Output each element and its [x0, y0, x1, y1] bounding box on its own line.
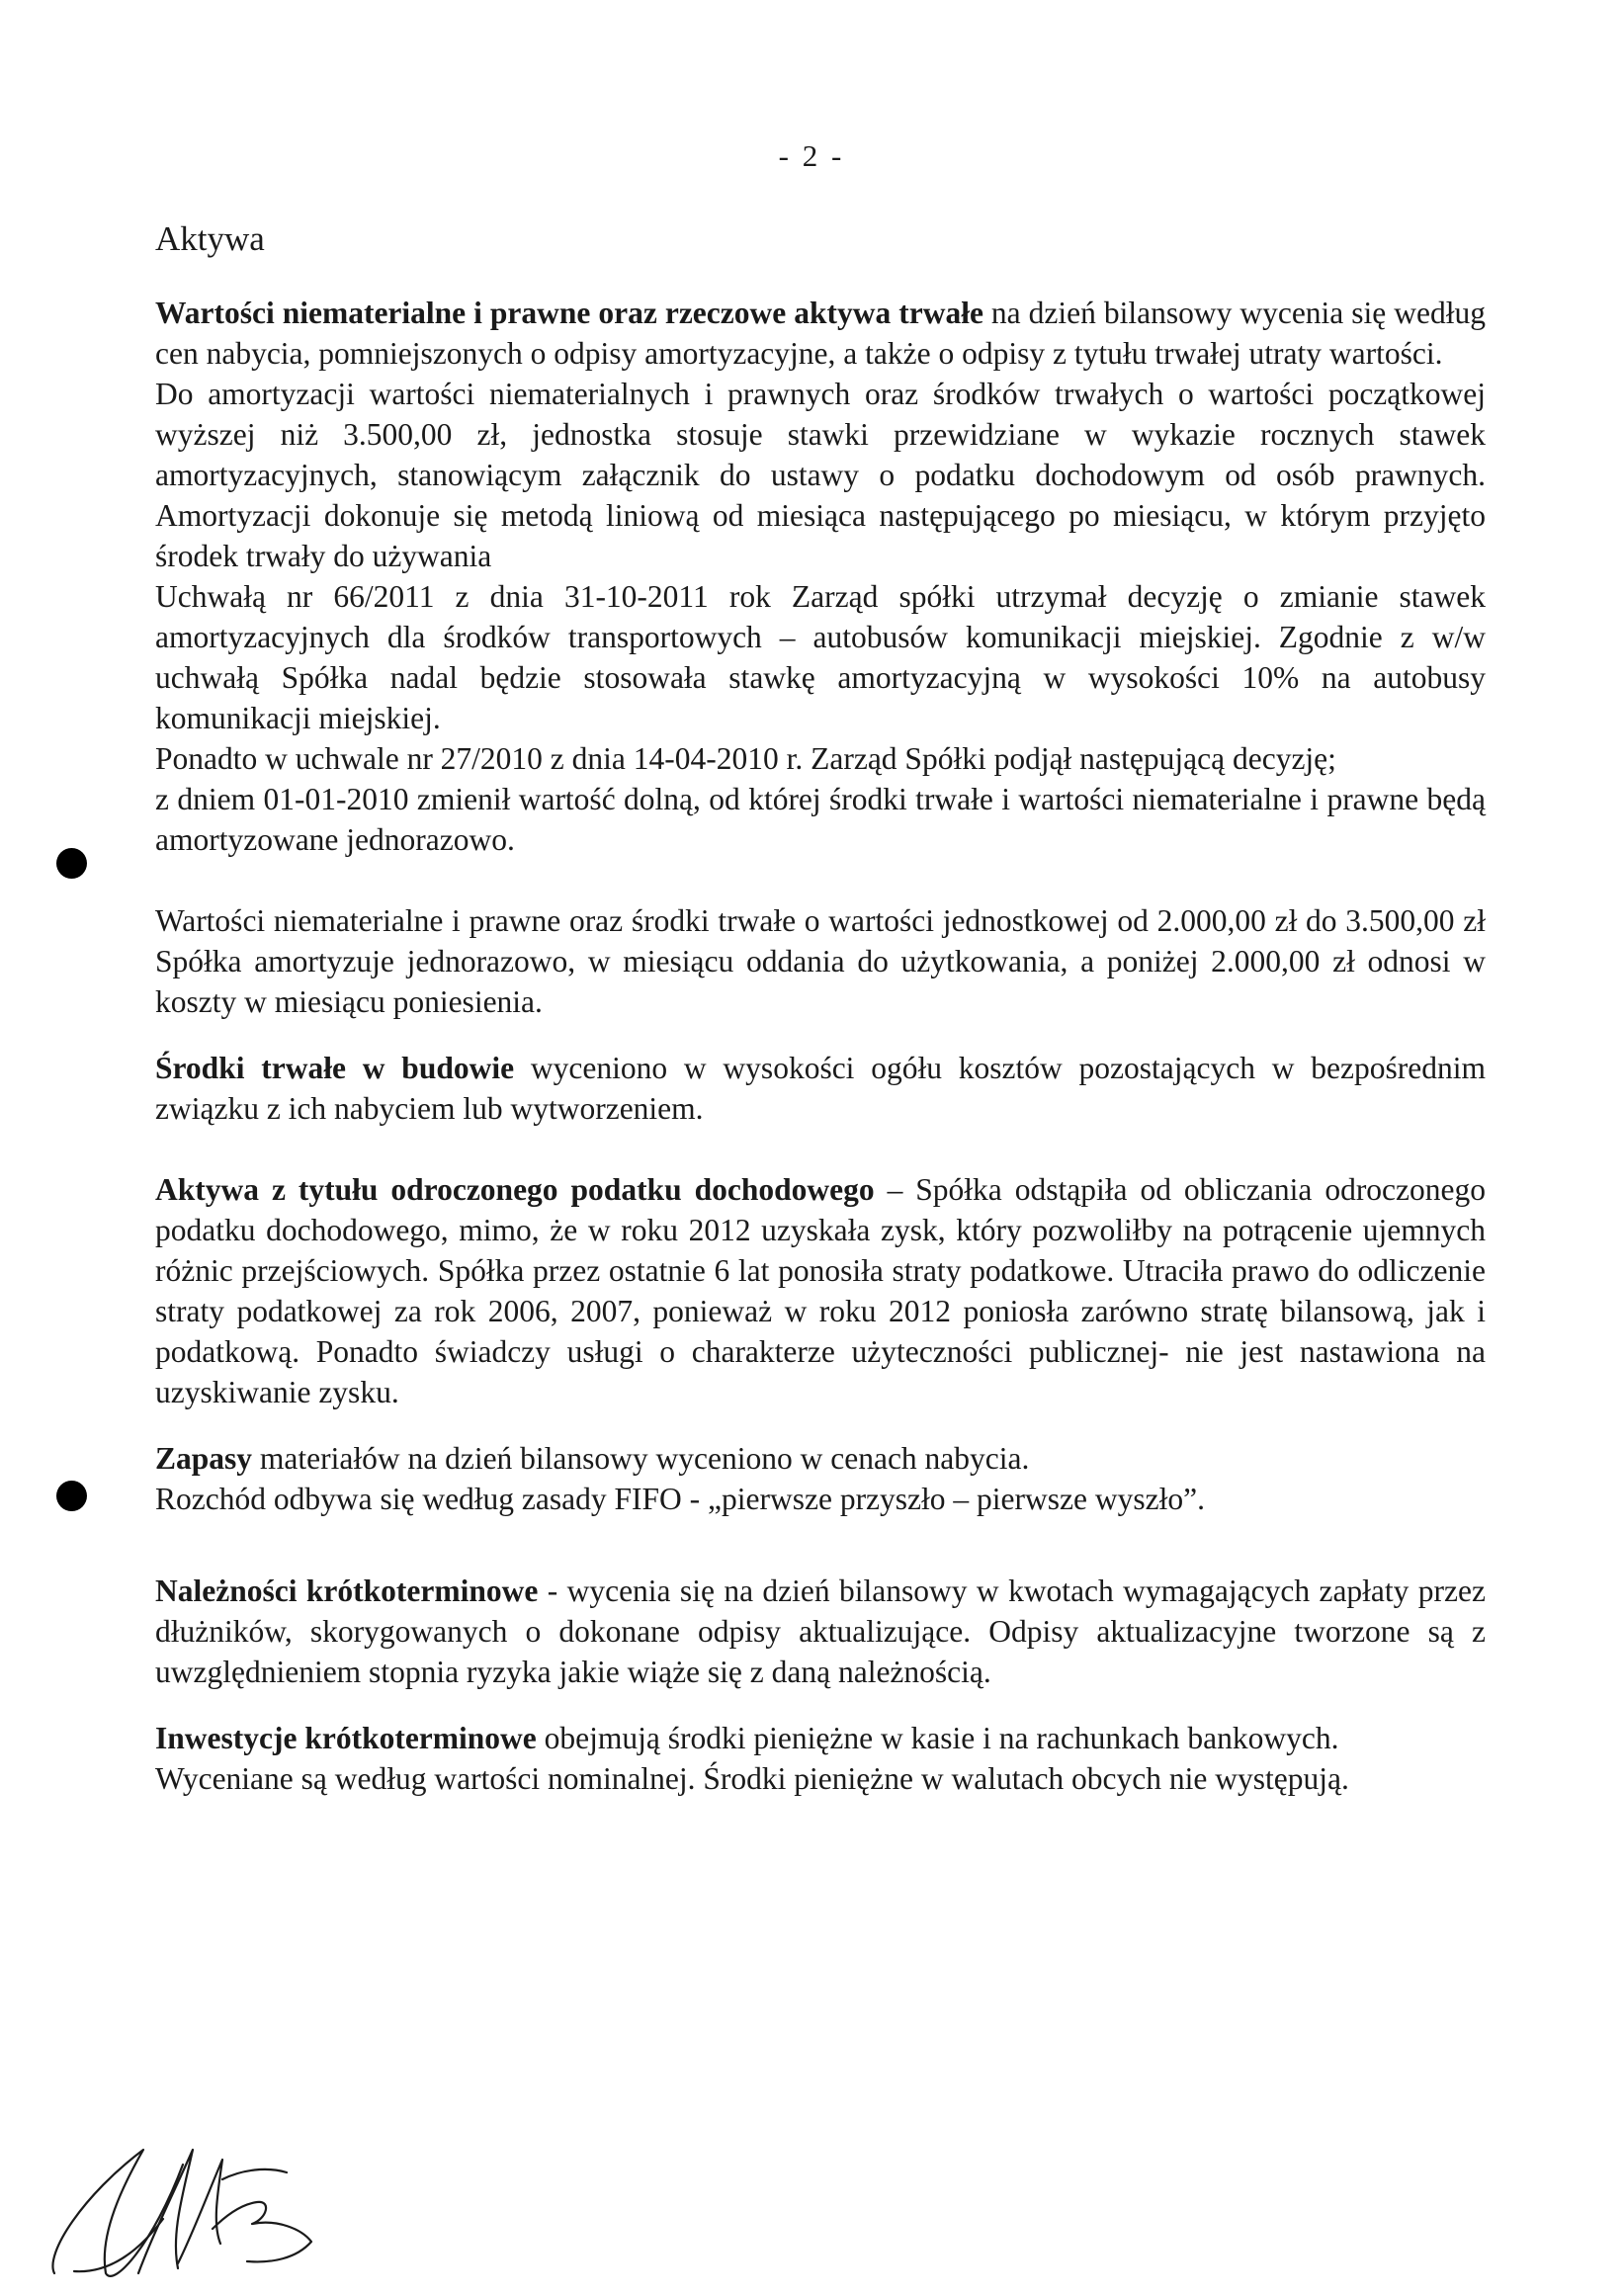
paragraph-amortyzacja: Do amortyzacji wartości niematerialnych i prawnych oraz środków trwałych o wartości początkowej wyższej niż 3.500,00 zł, jednostka stosuje stawki przewidziane w wykazie rocznych stawek amortyzacyjnych, stanowiącym załącznik do ustawy o podatku dochodowym od osób prawnych. Amortyzacji dokonuje się metodą liniową od miesiąca następującego po miesiącu, w którym przyjęto środek trwały do używania	[155, 377, 1486, 573]
paragraph-z-dniem: z dniem 01-01-2010 zmienił wartość dolną, od której środki trwałe i wartości niematerialne i prawne będą amortyzowane jednorazowo.	[155, 782, 1486, 857]
paragraph-zapasy	[155, 1438, 1486, 1479]
page-number: - 2 -	[778, 138, 845, 173]
term-inwestycje: Inwestycje krótkoterminowe	[155, 1721, 537, 1755]
paragraph-naleznosci	[155, 1571, 1486, 1692]
text-aktywa-podatek: – Spółka odstąpiła od obliczania odroczonego podatku dochodowego, mimo, że w roku 2012 uzyskała zysk, który pozwoliłby na potrącenie ujemnych różnic przejściowych. Spółka przez ostatnie 6 lat ponosiła straty podatkowe. Utraciła prawo do odliczenie straty podatkowej za rok 2006, 2007, ponieważ w roku 2012 poniosła zarówno stratę bilansową, jak i podatkową. Ponadto świadczy usługi o charakterze użyteczności publicznej- nie jest nastawiona na uzyskiwanie zysku.	[155, 1172, 1487, 1409]
paragraph-ponadto: Ponadto w uchwale nr 27/2010 z dnia 14-04-2010 r. Zarząd Spółki podjął następującą decyzję;	[155, 741, 1336, 776]
paragraph-uchwala: Uchwałą nr 66/2011 z dnia 31-10-2011 rok Zarząd spółki utrzymał decyzję o zmianie stawek amortyzacyjnych dla środków transportowych – autobusów komunikacji miejskiej. Zgodnie z w/w uchwałą Spółka nadal będzie stosowała stawkę amortyzacyjną w wysokości 10% na autobusy komunikacji miejskiej.	[155, 579, 1486, 735]
term-srodki-budowa: Środki trwałe w budowie	[155, 1051, 515, 1085]
text-inwestycje: obejmują środki pieniężne w kasie i na rachunkach bankowych.	[536, 1721, 1339, 1755]
section-heading: Aktywa	[155, 219, 265, 258]
term-aktywa-podatek: Aktywa z tytułu odroczonego podatku dochodowego	[155, 1172, 875, 1207]
term-naleznosci: Należności krótkoterminowe	[155, 1573, 539, 1608]
document-body	[155, 293, 1486, 1799]
paragraph-aktywa-podatek	[155, 1169, 1486, 1412]
text-wartosci: na dzień bilansowy wycenia się według cen nabycia, pomniejszonych o odpisy amortyzacyjne, a także o odpisy z tytułu trwałej utraty wartości.	[155, 296, 1486, 371]
margin-bullet-icon	[56, 848, 87, 879]
handwritten-signature	[44, 2125, 331, 2293]
text-zapasy: materiałów na dzień bilansowy wyceniono w cenach nabycia.	[252, 1441, 1030, 1476]
paragraph-srodki-budowa	[155, 1048, 1486, 1129]
paragraph-rozchod: Rozchód odbywa się według zasady FIFO - „pierwsze przyszło – pierwsze wyszło”.	[155, 1482, 1205, 1516]
term-wartosci: Wartości niematerialne i prawne oraz rzeczowe aktywa trwałe	[155, 296, 983, 330]
paragraph-wyceniane: Wyceniane są według wartości nominalnej. Środki pieniężne w walutach obcych nie występują.	[155, 1761, 1349, 1796]
text-srodki-budowa: wyceniono w wysokości ogółu kosztów pozostających w bezpośrednim związku z ich nabyciem lub wytworzeniem.	[155, 1051, 1486, 1126]
paragraph-wartosci	[155, 293, 1486, 374]
margin-bullet-icon	[56, 1481, 87, 1511]
text-naleznosci: - wycenia się na dzień bilansowy w kwotach wymagających zapłaty przez dłużników, skorygowanych o dokonane odpisy aktualizujące. Odpisy aktualizacyjne tworzone są z uwzględnieniem stopnia ryzyka jakie wiąże się z daną należnością.	[155, 1573, 1486, 1689]
paragraph-jednorazowo: Wartości niematerialne i prawne oraz środki trwałe o wartości jednostkowej od 2.000,00 zł do 3.500,00 zł Spółka amortyzuje jednorazowo, w miesiącu oddania do użytkowania, a poniżej 2.000,00 zł odnosi w koszty w miesiącu poniesienia.	[155, 903, 1486, 1019]
paragraph-inwestycje	[155, 1718, 1486, 1758]
term-zapasy: Zapasy	[155, 1441, 253, 1476]
